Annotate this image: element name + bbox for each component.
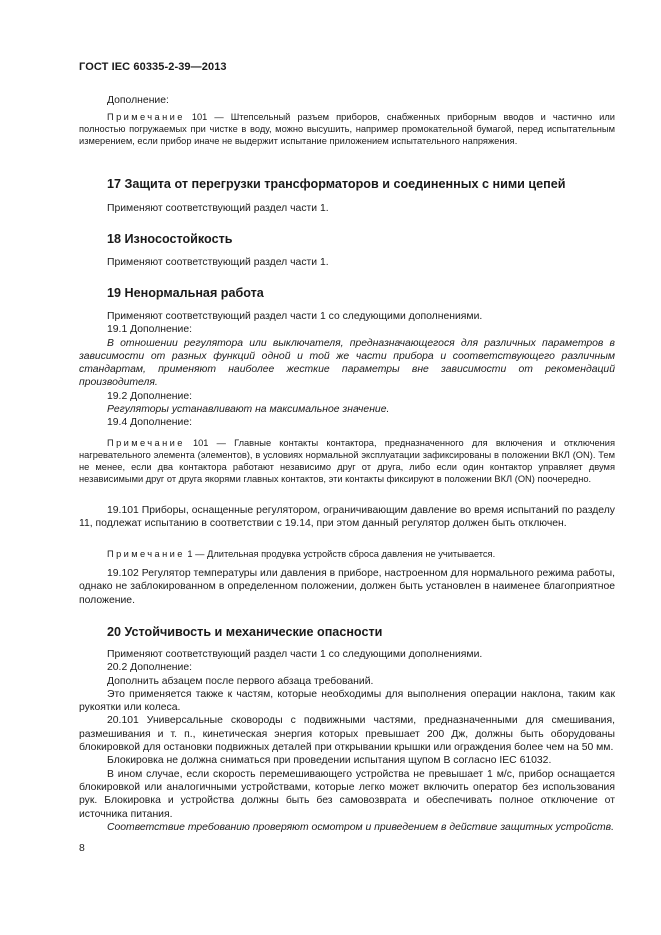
page-number: 8	[79, 843, 85, 854]
note-label: Примечание	[107, 112, 185, 122]
section-20-body	[79, 648, 615, 834]
s19-note-101-label: Примечание	[107, 438, 185, 448]
section-19-heading: 19 Ненормальная работа	[107, 286, 264, 300]
section-18-text: Применяют соответствующий раздел части 1.	[107, 257, 329, 268]
s19-note-101-text: 101 — Главные контакты контактора, предназначенного для включения и отключения нагревательного элемента (элементов), в условиях нормальной эксплуатации зафиксированы в положении ВКЛ (ON). Тем не менее, если два контактора работают независимо друг от друга, либо если один контактор управляет двумя независимыми друг от друга якорями главных контактов, эти контакты фиксируют в положении ВКЛ (ON) поочередно.	[79, 438, 615, 485]
document-header: ГОСТ IEC 60335-2-39—2013	[79, 61, 227, 73]
note-block	[79, 111, 615, 147]
s20-101-text: 20.101 Универсальные сковороды с подвижными частями, предназначенными для смешивания, размешивания и т. п., кинетическая энергия которых превышает 200 Дж, должны быть оборудованы блокировкой для остановки подвижных деталей при открывании крышки или ограждения более чем на 50 мм.	[79, 715, 615, 754]
s20-2-text-2: Это применяется также к частям, которые необходимы для выполнения операции наклона, таким как рукоятки или колеса.	[79, 688, 615, 714]
s20-101-lock: Блокировка не должна сниматься при проведении испытания щупом B согласно IEC 61032.	[107, 755, 552, 767]
s20-2-label: 20.2 Дополнение:	[107, 662, 193, 674]
s19-101-text: 19.101 Приборы, оснащенные регулятором, ограничивающим давление во время испытаний по разделу 11, подлежат испытанию в соответствии с 19.14, при этом данный регулятор должен быть отключен.	[79, 505, 615, 530]
section-18-heading: 18 Износостойкость	[107, 232, 233, 246]
note-text: 101 — Штепсельный разъем приборов, снабженных приборным вводов и частично или полностью погружаемых при чистке в воду, можно высушить, например промокательной бумагой, перед испытательным измерением, если прибор иначе не выдержит испытание приложением испытательного напряжения.	[79, 112, 615, 147]
addition-label: Дополнение:	[107, 95, 169, 106]
s20-compliance: Соответствие требованию проверяют осмотром и приведением в действие защитных устройств.	[107, 821, 614, 833]
section-17-body	[79, 202, 615, 215]
section-18-body	[79, 256, 615, 269]
s20-intro: Применяют соответствующий раздел части 1 со следующими дополнениями.	[107, 649, 483, 660]
s19-1-label: 19.1 Дополнение:	[107, 324, 193, 336]
s19-2-text: Регуляторы устанавливают на максимальное значение.	[107, 404, 390, 416]
s19-2-label: 19.2 Дополнение:	[107, 390, 193, 402]
section-20-heading: 20 Устойчивость и механические опасности	[107, 625, 383, 639]
top-addition-block	[79, 94, 615, 107]
s19-102-text: 19.102 Регулятор температуры или давления в приборе, настроенном для нормального режима работы, однако не заблокированном в определенном положении, должен быть установлен в наименее благоприятное положение.	[79, 568, 615, 606]
s19-note-1-label: Примечание	[107, 549, 185, 559]
section-17-heading: 17 Защита от перегрузки трансформаторов и соединенных с ними цепей	[107, 177, 566, 191]
s19-note-1-text: 1 — Длительная продувка устройств сброса давления не учитывается.	[184, 549, 496, 559]
note-paragraph	[79, 111, 615, 147]
s19-note-1	[79, 548, 615, 560]
s19-101-block	[79, 504, 615, 531]
s20-101-alt: В ином случае, если скорость перемешивающего устройства не превышает 1 м/с, прибор оснащается блокировкой или аналогичными устройствами, которые легко может включить оператор без использования рук. Блокировка и устройства должны быть без самовозврата и обеспечивать полное отключение от источника питания.	[79, 768, 615, 820]
s19-intro: Применяют соответствующий раздел части 1 со следующими дополнениями.	[107, 311, 483, 322]
s19-102-block	[79, 567, 615, 607]
s20-2-text-1: Дополнить абзацем после первого абзаца требований.	[107, 675, 374, 687]
section-19-body-a	[79, 310, 615, 430]
section-17-text: Применяют соответствующий раздел части 1.	[107, 203, 329, 214]
s19-1-text: В отношении регулятора или выключателя, предназначающегося для различных параметров в зависимости от разных функций одной и той же части прибора и соответствующего различным стандартам, применяют наиболее жесткие параметры вне зависимости от рекомендаций производителя.	[79, 337, 615, 389]
s19-4-label: 19.4 Дополнение:	[107, 417, 193, 429]
s19-note-101	[79, 437, 615, 485]
